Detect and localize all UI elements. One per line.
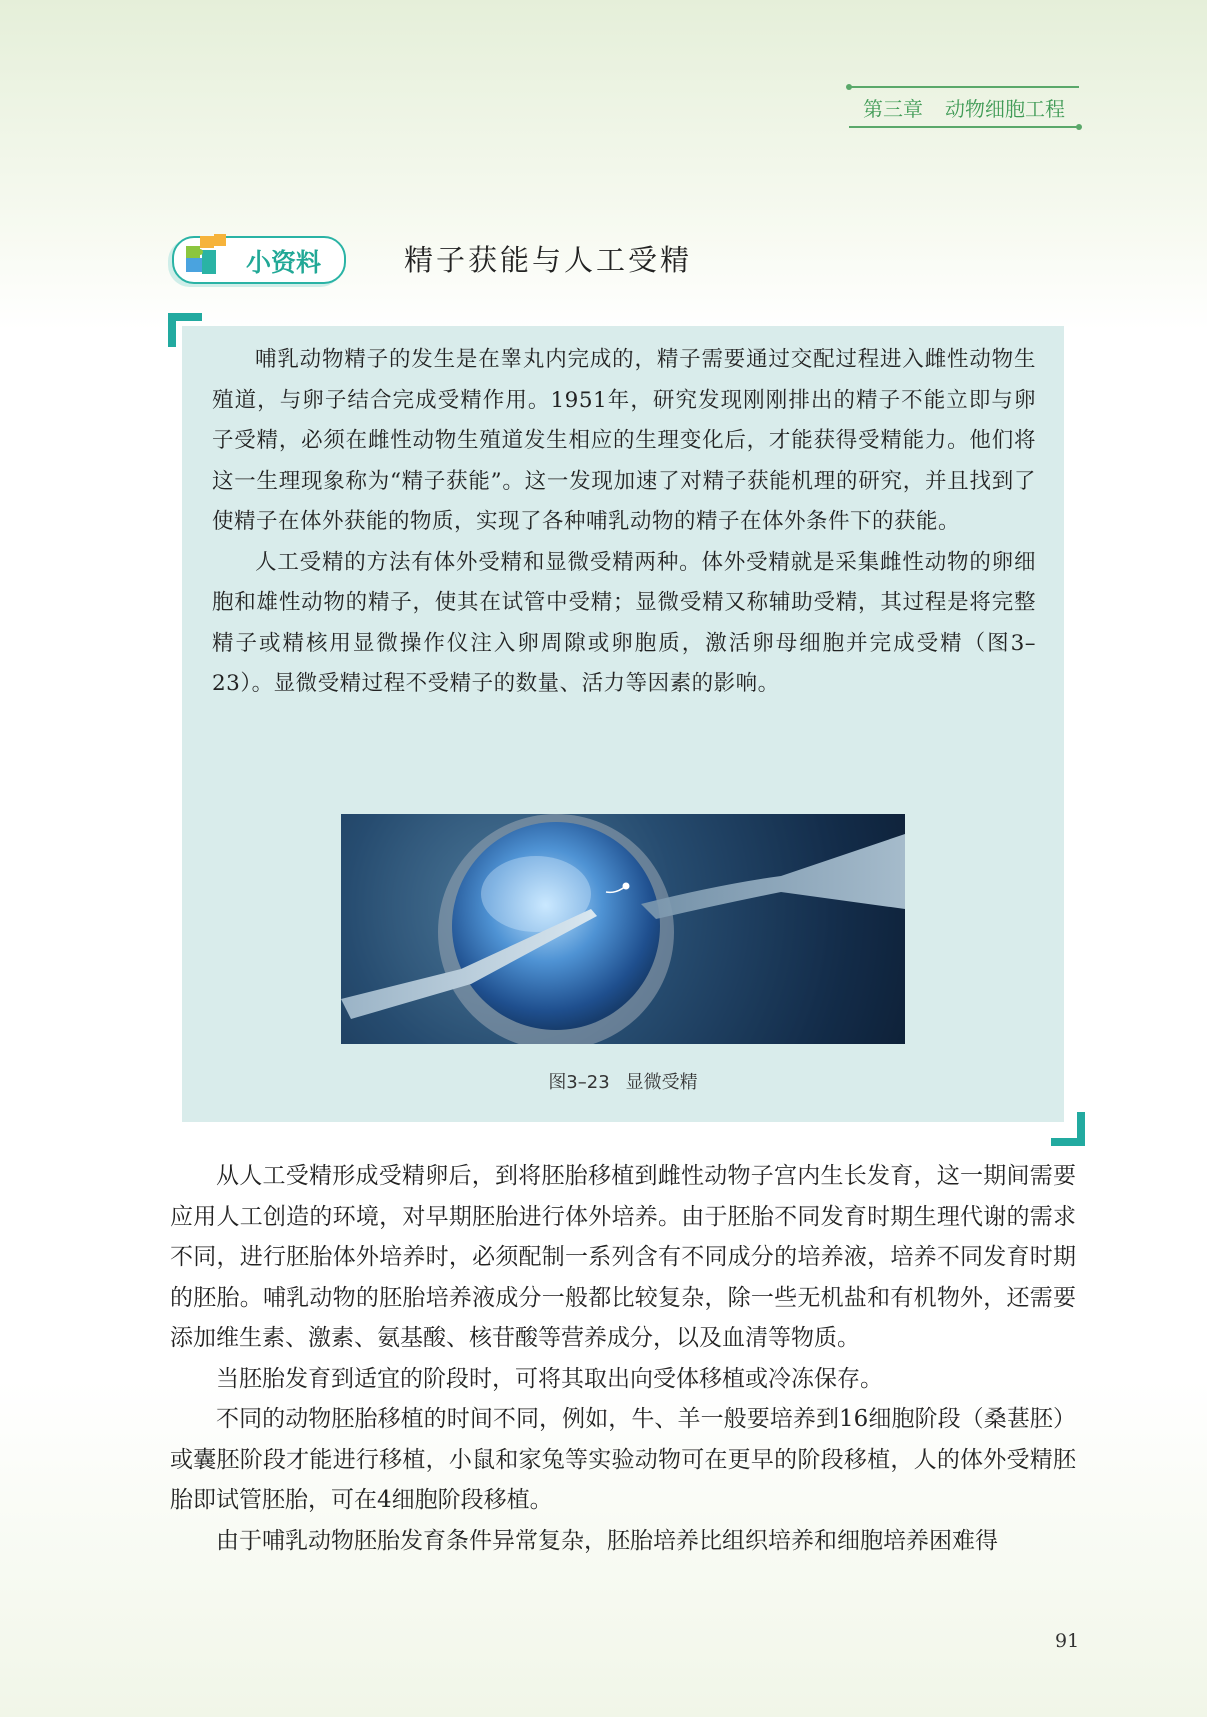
puzzle-icon — [184, 232, 232, 278]
chapter-header — [849, 86, 1079, 128]
info-badge — [172, 236, 346, 284]
info-paragraph: 人工受精的方法有体外受精和显微受精两种。体外受精就是采集雌性动物的卵细胞和雄性动物的精子，使其在试管中受精；显微受精又称辅助受精，其过程是将完整精子或精核用显微操作仪注入卵周隙或卵胞质，激活卵母细胞并完成受精（图3–23）。显微受精过程不受精子的数量、活力等因素的影响。 — [212, 549, 1036, 696]
box-corner-bottom-right — [1051, 1112, 1085, 1146]
box-title: 精子获能与人工受精 — [404, 243, 693, 277]
figure-caption-text: 显微受精 — [625, 1072, 698, 1093]
body-paragraph: 从人工受精形成受精卵后，到将胚胎移植到雌性动物子宫内生长发育，这一期间需要应用人工创造的环境，对早期胚胎进行体外培养。由于胚胎不同发育时期生理代谢的需求不同，进行胚胎体外培养时，必须配制一系列含有不同成分的培养液，培养不同发育时期的胚胎。哺乳动物的胚胎培养液成分一般都比较复杂，除一些无机盐和有机物外，还需要添加维生素、激素、氨基酸、核苷酸等营养成分，以及血清等物质。 — [170, 1163, 1076, 1351]
info-text — [212, 340, 1036, 705]
figure-caption — [182, 1068, 1064, 1094]
page-number: 91 — [1055, 1630, 1080, 1652]
info-box — [182, 326, 1064, 1122]
microinjection-illustration — [341, 814, 905, 1044]
microinjection-figure — [341, 814, 905, 1044]
body-paragraph: 不同的动物胚胎移植的时间不同，例如，牛、羊一般要培养到16细胞阶段（桑葚胚）或囊胚阶段才能进行移植，小鼠和家兔等实验动物可在更早的阶段移植，人的体外受精胚胎即试管胚胎，可在4细胞阶段移植。 — [170, 1406, 1076, 1513]
body-text — [170, 1156, 1076, 1561]
body-paragraph: 当胚胎发育到适宜的阶段时，可将其取出向受体移植或冷冻保存。 — [216, 1365, 883, 1392]
chapter-number: 第三章 — [863, 96, 923, 121]
info-paragraph: 哺乳动物精子的发生是在睾丸内完成的，精子需要通过交配过程进入雌性动物生殖道，与卵子结合完成受精作用。1951年，研究发现刚刚排出的精子不能立即与卵子受精，必须在雌性动物生殖道发生相应的生理变化后，才能获得受精能力。他们将这一生理现象称为“精子获能”。这一发现加速了对精子获能机理的研究，并且找到了使精子在体外获能的物质，实现了各种哺乳动物的精子在体外条件下的获能。 — [212, 347, 1036, 534]
badge-label: 小资料 — [246, 248, 322, 277]
figure-number: 图3–23 — [548, 1072, 610, 1093]
body-paragraph: 由于哺乳动物胚胎发育条件异常复杂，胚胎培养比组织培养和细胞培养困难得 — [216, 1527, 998, 1554]
chapter-title: 动物细胞工程 — [945, 96, 1065, 121]
